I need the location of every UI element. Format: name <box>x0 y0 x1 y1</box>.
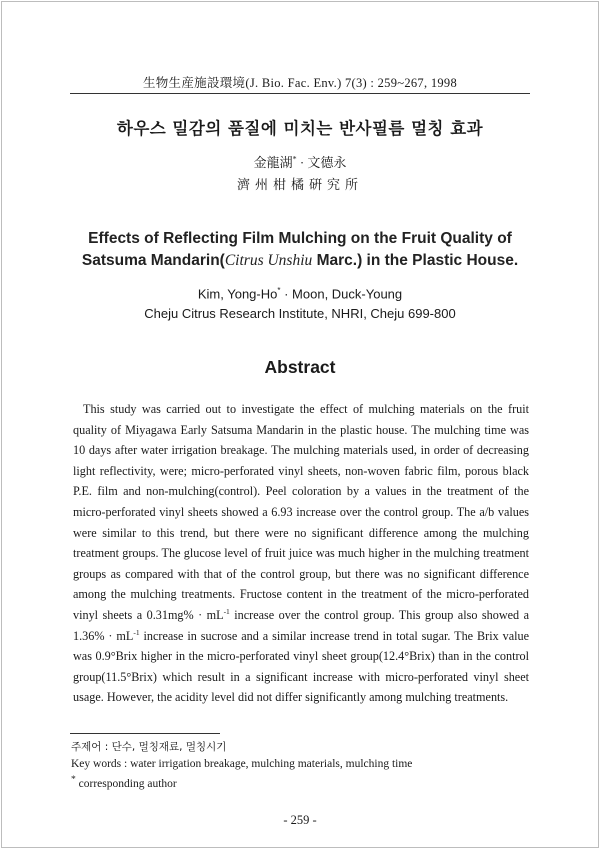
title-suffix: Marc.) in the Plastic House. <box>312 252 519 269</box>
english-title-line-1: Effects of Reflecting Film Mulching on the Fruit Quality of <box>88 230 512 247</box>
abstract-heading: Abstract <box>264 357 336 377</box>
corresponding-marker: * <box>277 286 281 295</box>
english-authors <box>0 286 600 301</box>
english-affiliation: Cheju Citrus Research Institute, NHRI, Cheju 699-800 <box>144 306 456 321</box>
page-number: - 259 - <box>283 813 317 827</box>
unit-superscript: -1 <box>223 606 230 616</box>
corresponding-author-note <box>71 772 531 792</box>
english-title <box>0 228 600 272</box>
korean-title: 하우스 밀감의 품질에 미치는 반사필름 멀칭 효과 <box>116 119 484 138</box>
english-author-1: Kim, Yong-Ho <box>197 286 278 302</box>
english-author-2: Moon, Duck-Young <box>292 286 403 302</box>
abstract-text-part-2: increase over the control group. This group also showed a 1.36% · mL <box>73 607 529 643</box>
author-separator: · <box>296 155 308 170</box>
abstract-body <box>73 399 529 708</box>
abstract-text-part-1: This study was carried out to investigate the effect of mulching materials on the fruit quality of Miyagawa Early Satsuma Mandarin in the plastic house. The mulching time was 10 days after water irrigation breakage. The mulching materials used, in order of decreasing light reflectivity, were; micro-perforated vinyl sheets, non-woven fabric film, porous black P.E. film and non-mulching(control). Peel coloration by a values in the treatment of the micro-perforated vinyl sheets showed a 6.93 increase over the control group. The a/b values were similar to this trend, but there were no significant difference among the mulching treatment groups. The glucose level of fruit juice was much higher in the mulching treatment groups as compared with that of the control group, but there was no significant difference among the mulching treatments. Fructose content in the treatment of the micro-perforated vinyl sheets a 0.31mg% · mL <box>73 402 529 622</box>
english-keywords: Key words : water irrigation breakage, mulching materials, mulching time <box>71 757 413 770</box>
author-separator: · <box>280 286 293 302</box>
english-title-line-2 <box>0 250 600 272</box>
footnotes <box>71 739 531 792</box>
unit-superscript: -1 <box>133 627 140 637</box>
korean-author-2: 文德永 <box>307 155 347 170</box>
journal-header: 生物生産施設環境(J. Bio. Fac. Env.) 7(3) : 259~267, 1998 <box>142 76 458 90</box>
korean-authors <box>0 152 600 171</box>
species-name: Citrus Unshiu <box>224 252 313 269</box>
corresponding-marker: * <box>292 154 297 164</box>
korean-affiliation: 濟州柑橘硏究所 <box>236 177 363 192</box>
korean-author-1: 金龍湖 <box>253 155 293 170</box>
abstract-text-part-3: increase in sucrose and a similar increase trend in total sugar. The Brix value was 0.9°Brix higher in the micro-perforated vinyl sheet group(12.4°Brix) than in the control group(11.5°Brix) which result in a significant increase with micro-perforated vinyl sheet usage. However, the acidity level did not differ significantly among mulching treatments. <box>73 628 530 705</box>
header-rule <box>70 93 530 94</box>
korean-keywords: 주제어 : 단수, 멀칭재료, 멀칭시기 <box>71 741 227 753</box>
corresponding-author-text: corresponding author <box>75 777 177 790</box>
footnote-rule <box>70 733 220 734</box>
footnote-marker: * <box>71 774 76 785</box>
title-prefix: Satsuma Mandarin( <box>81 252 225 269</box>
